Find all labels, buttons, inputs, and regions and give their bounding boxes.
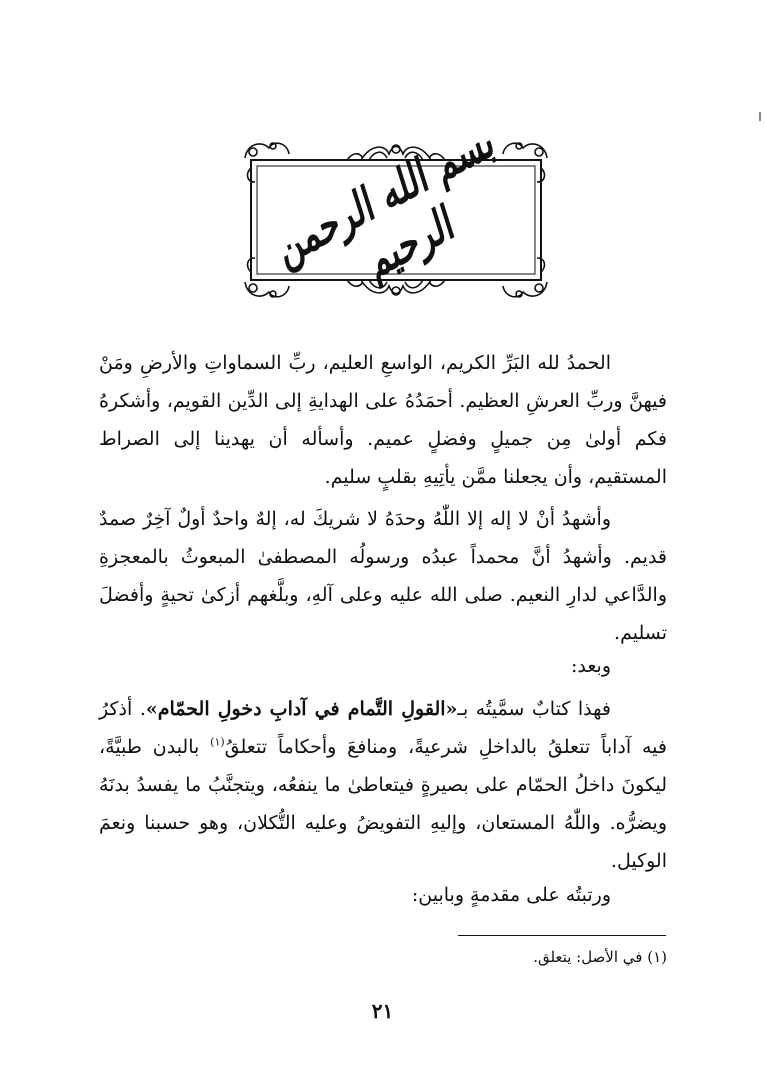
intro-text-end: بالبدن طبيَّةً، ليكونَ داخلُ الحمّام على بصيرةٍ فيتعاطىٰ ما ينفعُه، ويتجنَّبُ ما يفسدُ بدنَهُ ويضرُّه. واللّٰهُ المستعان، وإليهِ التفويضُ وعليه التُّكلان، وهو حسبنا ونعمَ الوكيل. (99, 736, 667, 872)
paragraph-structure (99, 876, 667, 914)
intro-text: فهذا كتابٌ سمَّيتُه بـ (457, 698, 611, 720)
page-number: ٢١ (371, 999, 394, 1023)
paragraph-text: ورتبتُه على مقدمةٍ وبابين: (411, 884, 611, 906)
footnote: (١) في الأصل: يتعلق. (533, 948, 667, 966)
basmala-frame (243, 115, 549, 302)
scan-mark (759, 112, 761, 121)
footnote-reference[interactable]: (١) (210, 735, 225, 749)
book-title: «القولِ التَّمام في آدابِ دخولِ الحمّام» (145, 698, 458, 720)
paragraph-text: الحمدُ لله البَرِّ الكريم، الواسعِ العليم، ربِّ السماواتِ والأرضِ ومَنْ فيهنَّ وربِّ العرشِ العظيم. أحمَدُهُ على الهدايةِ إلى الدِّين القويم، وأشكرهُ فكم أولىٰ مِن جميلٍ وفضلٍ عميم. وأسأله أن يهدينا إلى الصراط المستقيم، وأن يجعلنا ممَّن يأتِيهِ بقلبٍ سليم. (99, 352, 667, 488)
paragraph-praise (99, 344, 667, 496)
paragraph-text: وأشهدُ أنْ لا إله إلا اللّٰهُ وحدَهُ لا شريكَ له، إلهٌ واحدٌ أولٌ آخِرٌ صمدٌ قديم. وأشهدُ أنَّ محمداً عبدُه ورسولُه المصطفىٰ المبعوثُ بالمعجزةِ والدَّاعي لدارِ النعيم. صلى الله عليه وعلى آلهِ، وبلَّغهم أزكىٰ تحيةٍ وأفضلَ تسليم. (99, 508, 667, 644)
paragraph-text: وبعد: (570, 655, 611, 677)
paragraph-text (99, 690, 667, 880)
paragraph-testimony (99, 500, 667, 652)
paragraph-book-intro (99, 690, 667, 880)
paragraph-transition (99, 647, 667, 685)
intro-text-continued: . أذكرُ فيه آداباً تتعلقُ بالداخلِ شرعيةً، ومنافعَ وأحكاماً تتعلقُ (99, 698, 667, 758)
footnote-divider (458, 935, 666, 936)
basmala-calligraphy: بسم الله الرحمن الرحيم (264, 115, 503, 290)
